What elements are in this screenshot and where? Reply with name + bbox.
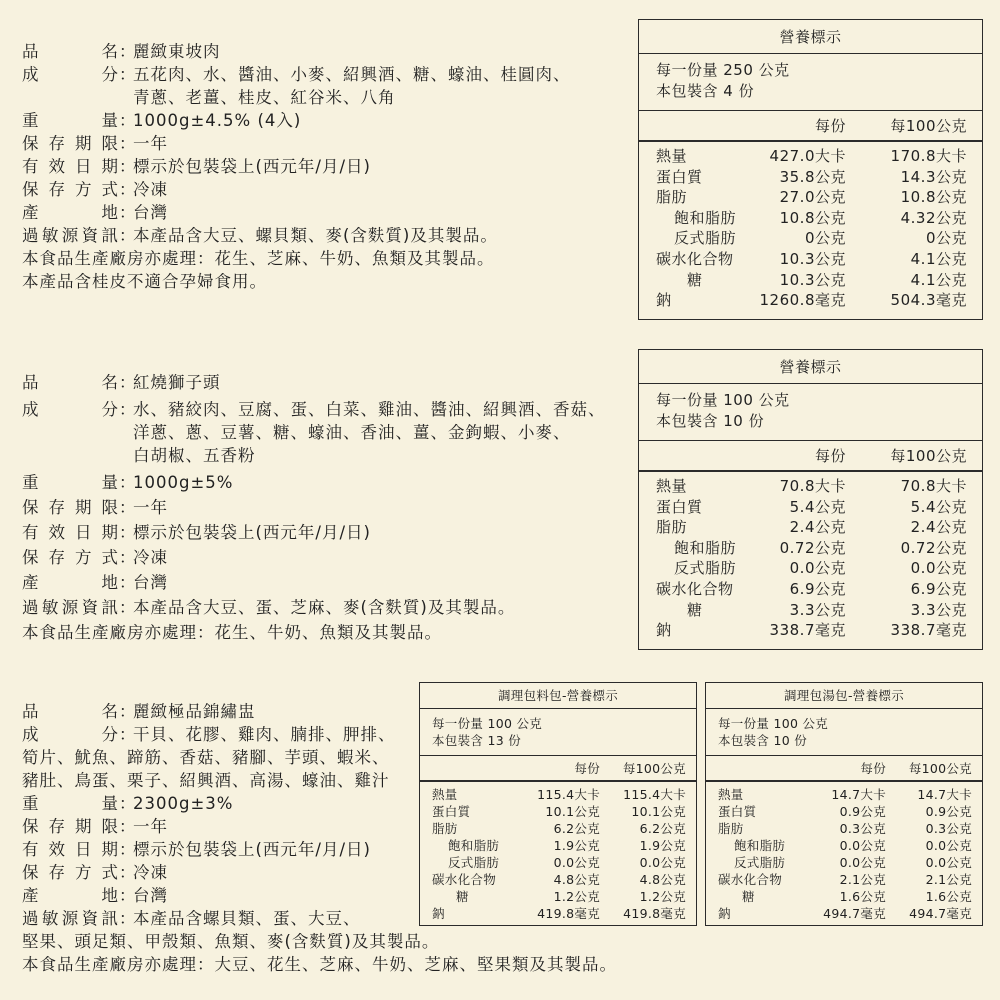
nutrition-panel — [419, 682, 697, 926]
info-row-allergen: 過敏源資訊 ： 本產品含螺貝類、蛋、大豆、 — [22, 909, 361, 928]
info-value: 麗緻極品錦繡盅 — [133, 702, 256, 721]
info-value: 台灣 — [133, 886, 168, 905]
info-row-expiry: 有效日期 ： 標示於包裝袋上(西元年/月/日) — [22, 157, 371, 176]
info-value: 五花肉、水、醬油、小麥、紹興酒、糖、蠔油、桂圓肉、 — [133, 65, 571, 84]
info-value: 冷凍 — [133, 863, 168, 882]
serving-size: 每一份量 100 公克 — [656, 391, 790, 409]
nutrient-row: 糖 1.2公克 1.2公克 — [456, 889, 686, 904]
info-value: 標示於包裝袋上(西元年/月/日) — [133, 523, 371, 542]
col-per-serving: 每份 — [814, 117, 846, 135]
nutrient-row: 糖 1.6公克 1.6公克 — [742, 889, 972, 904]
nutrition-body — [420, 782, 696, 922]
nutrient-row: 飽和脂肪 1.9公克 1.9公克 — [448, 838, 686, 853]
nutrient-row: 蛋白質 35.8公克 14.3公克 — [656, 167, 967, 186]
nutrition-title: 營養標示 — [639, 350, 982, 384]
info-value: 本產品含大豆、螺貝類、麥(含麩質)及其製品。 — [133, 226, 498, 245]
nutrient-row: 熱量 70.8大卡 70.8大卡 — [656, 477, 967, 495]
nutrient-row: 碳水化合物 6.9公克 6.9公克 — [656, 579, 967, 598]
info-row-weight: 重量 ： 1000g±4.5% (4入) — [22, 111, 302, 130]
nutrition-header — [706, 756, 982, 782]
nutrition-panel — [638, 19, 983, 320]
nutrient-row: 反式脂肪 0.0公克 0.0公克 — [674, 559, 967, 578]
info-value: 麗緻東坡肉 — [133, 42, 221, 61]
nutrient-row: 蛋白質 0.9公克 0.9公克 — [718, 804, 972, 819]
info-row-name: 品名 ： 麗緻東坡肉 — [22, 42, 221, 61]
nutrient-row: 脂肪 0.3公克 0.3公克 — [718, 821, 972, 836]
info-row-storage: 保存方式 ： 冷凍 — [22, 863, 168, 882]
ingredient-line: 豬肚、鳥蛋、栗子、紹興酒、高湯、蠔油、雞汁 — [22, 771, 390, 790]
info-value: 冷凍 — [133, 180, 168, 199]
info-row-shelf-life: 保存期限 ： 一年 — [22, 134, 168, 153]
nutrient-row: 鈉 419.8毫克 419.8毫克 — [432, 906, 686, 921]
nutrient-row: 糖 10.3公克 4.1公克 — [687, 270, 967, 289]
nutrient-row: 鈉 1260.8毫克 504.3毫克 — [656, 291, 967, 310]
info-row-shelf-life: 保存期限 ： 一年 — [22, 498, 168, 517]
nutrient-row: 熱量 427.0大卡 170.8大卡 — [656, 147, 967, 165]
info-value: 冷凍 — [133, 548, 168, 567]
info-row-name: 品名 ： 紅燒獅子頭 — [22, 373, 221, 392]
info-value: 紅燒獅子頭 — [133, 373, 221, 392]
info-continuation: 青蔥、老薑、桂皮、紅谷米、八角 — [133, 88, 396, 107]
info-row-shelf-life: 保存期限 ： 一年 — [22, 817, 168, 836]
serving-info — [639, 54, 982, 111]
serving-size: 每一份量 100 公克 — [718, 716, 829, 731]
col-per-100g: 每100公克 — [890, 117, 967, 135]
info-value: 干貝、花膠、雞肉、腩排、胛排、 — [133, 725, 396, 744]
nutrient-row: 脂肪 27.0公克 10.8公克 — [656, 188, 967, 207]
info-row-weight: 重量 ： 2300g±3% — [22, 794, 234, 813]
info-value: 1000g±5% — [133, 473, 234, 492]
nutrition-title: 調理包湯包-營養標示 — [706, 683, 982, 709]
nutrient-row: 碳水化合物 2.1公克 2.1公克 — [718, 872, 972, 887]
note-line: 本食品生產廠房亦處理：大豆、花生、芝麻、牛奶、芝麻、堅果類及其製品。 — [22, 955, 617, 974]
product-info-lionhead — [22, 371, 606, 644]
nutrition-panel — [705, 682, 983, 926]
info-row-origin: 產地 ： 台灣 — [22, 203, 168, 222]
info-value: 一年 — [133, 134, 168, 153]
info-continuation: 白胡椒、五香粉 — [133, 446, 256, 465]
info-value: 一年 — [133, 498, 168, 517]
info-value: 本產品含螺貝類、蛋、大豆、 — [133, 909, 361, 928]
col-per-100g: 每100公克 — [908, 761, 972, 776]
info-row-ingredients: 成分 ： 干貝、花膠、雞肉、腩排、胛排、 — [22, 725, 396, 744]
col-per-serving: 每份 — [860, 761, 886, 776]
nutrient-row: 鈉 494.7毫克 494.7毫克 — [718, 906, 972, 921]
nutrient-row: 鈉 338.7毫克 338.7毫克 — [656, 621, 967, 640]
product-info-dongpo — [22, 40, 571, 293]
info-value: 標示於包裝袋上(西元年/月/日) — [133, 157, 371, 176]
nutrient-row: 熱量 115.4大卡 115.4大卡 — [432, 787, 686, 802]
nutrition-body — [639, 142, 982, 311]
nutrient-row: 反式脂肪 0.0公克 0.0公克 — [734, 855, 972, 870]
info-row-allergen: 過敏源資訊 ： 本產品含大豆、蛋、芝麻、麥(含麩質)及其製品。 — [22, 598, 516, 617]
info-value: 水、豬絞肉、豆腐、蛋、白菜、雞油、醬油、紹興酒、香菇、 — [133, 400, 606, 419]
nutrient-row: 反式脂肪 0.0公克 0.0公克 — [448, 855, 686, 870]
info-value: 2300g±3% — [133, 794, 234, 813]
info-row-ingredients: 成分 ： 水、豬絞肉、豆腐、蛋、白菜、雞油、醬油、紹興酒、香菇、 — [22, 400, 606, 419]
col-per-100g: 每100公克 — [890, 447, 967, 465]
info-row-storage: 保存方式 ： 冷凍 — [22, 180, 168, 199]
info-row-origin: 產地 ： 台灣 — [22, 886, 168, 905]
servings-per-pack: 本包裝含 10 份 — [656, 412, 765, 430]
info-value: 台灣 — [133, 573, 168, 592]
nutrient-row: 飽和脂肪 0.0公克 0.0公克 — [734, 838, 972, 853]
info-value: 標示於包裝袋上(西元年/月/日) — [133, 840, 371, 859]
nutrient-row: 碳水化合物 4.8公克 4.8公克 — [432, 872, 686, 887]
info-row-expiry: 有效日期 ： 標示於包裝袋上(西元年/月/日) — [22, 523, 371, 542]
info-value: 一年 — [133, 817, 168, 836]
info-row-weight: 重量 ： 1000g±5% — [22, 473, 234, 492]
nutrient-row: 熱量 14.7大卡 14.7大卡 — [718, 787, 972, 802]
serving-size: 每一份量 250 公克 — [656, 61, 790, 79]
nutrition-body — [639, 472, 982, 641]
note-line: 本食品生產廠房亦處理：花生、牛奶、魚類及其製品。 — [22, 623, 442, 642]
nutrition-header — [420, 756, 696, 782]
serving-size: 每一份量 100 公克 — [432, 716, 543, 731]
ingredient-line: 筍片、魷魚、蹄筋、香菇、豬腳、芋頭、蝦米、 — [22, 748, 390, 767]
nutrient-row: 反式脂肪 0公克 0公克 — [674, 229, 967, 248]
info-value: 1000g±4.5% (4入) — [133, 111, 302, 130]
col-per-100g: 每100公克 — [622, 761, 686, 776]
servings-per-pack: 本包裝含 4 份 — [656, 82, 755, 100]
nutrition-header — [639, 441, 982, 472]
nutrient-row: 蛋白質 5.4公克 5.4公克 — [656, 497, 967, 516]
nutrient-row: 脂肪 6.2公克 6.2公克 — [432, 821, 686, 836]
nutrition-body — [706, 782, 982, 922]
info-row-storage: 保存方式 ： 冷凍 — [22, 548, 168, 567]
nutrient-row: 糖 3.3公克 3.3公克 — [687, 600, 967, 619]
note-line: 本食品生產廠房亦處理：花生、芝麻、牛奶、魚類及其製品。 — [22, 249, 495, 268]
col-per-serving: 每份 — [574, 761, 600, 776]
nutrient-row: 脂肪 2.4公克 2.4公克 — [656, 518, 967, 537]
note-line: 堅果、頭足類、甲殼類、魚類、麥(含麩質)及其製品。 — [22, 932, 440, 951]
info-row-allergen: 過敏源資訊 ： 本產品含大豆、螺貝類、麥(含麩質)及其製品。 — [22, 226, 498, 245]
serving-info — [639, 384, 982, 441]
nutrition-title: 營養標示 — [639, 20, 982, 54]
info-continuation: 洋蔥、蔥、豆薯、糖、蠔油、香油、薑、金鉤蝦、小麥、 — [133, 423, 571, 442]
info-row-origin: 產地 ： 台灣 — [22, 573, 168, 592]
servings-per-pack: 本包裝含 10 份 — [718, 733, 808, 748]
nutrient-row: 飽和脂肪 0.72公克 0.72公克 — [674, 538, 967, 557]
nutrition-panel — [638, 349, 983, 650]
nutrition-title: 調理包料包-營養標示 — [420, 683, 696, 709]
info-value: 台灣 — [133, 203, 168, 222]
info-row-name: 品名 ： 麗緻極品錦繡盅 — [22, 702, 256, 721]
serving-info — [420, 709, 696, 756]
nutrition-header — [639, 111, 982, 142]
info-value: 本產品含大豆、蛋、芝麻、麥(含麩質)及其製品。 — [133, 598, 516, 617]
servings-per-pack: 本包裝含 13 份 — [432, 733, 522, 748]
nutrient-row: 蛋白質 10.1公克 10.1公克 — [432, 804, 686, 819]
note-line: 本產品含桂皮不適合孕婦食用。 — [22, 272, 267, 291]
col-per-serving: 每份 — [814, 447, 846, 465]
serving-info — [706, 709, 982, 756]
info-row-expiry: 有效日期 ： 標示於包裝袋上(西元年/月/日) — [22, 840, 371, 859]
info-row-ingredients: 成分 ： 五花肉、水、醬油、小麥、紹興酒、糖、蠔油、桂圓肉、 — [22, 65, 571, 84]
nutrient-row: 飽和脂肪 10.8公克 4.32公克 — [674, 208, 967, 227]
nutrient-row: 碳水化合物 10.3公克 4.1公克 — [656, 249, 967, 268]
